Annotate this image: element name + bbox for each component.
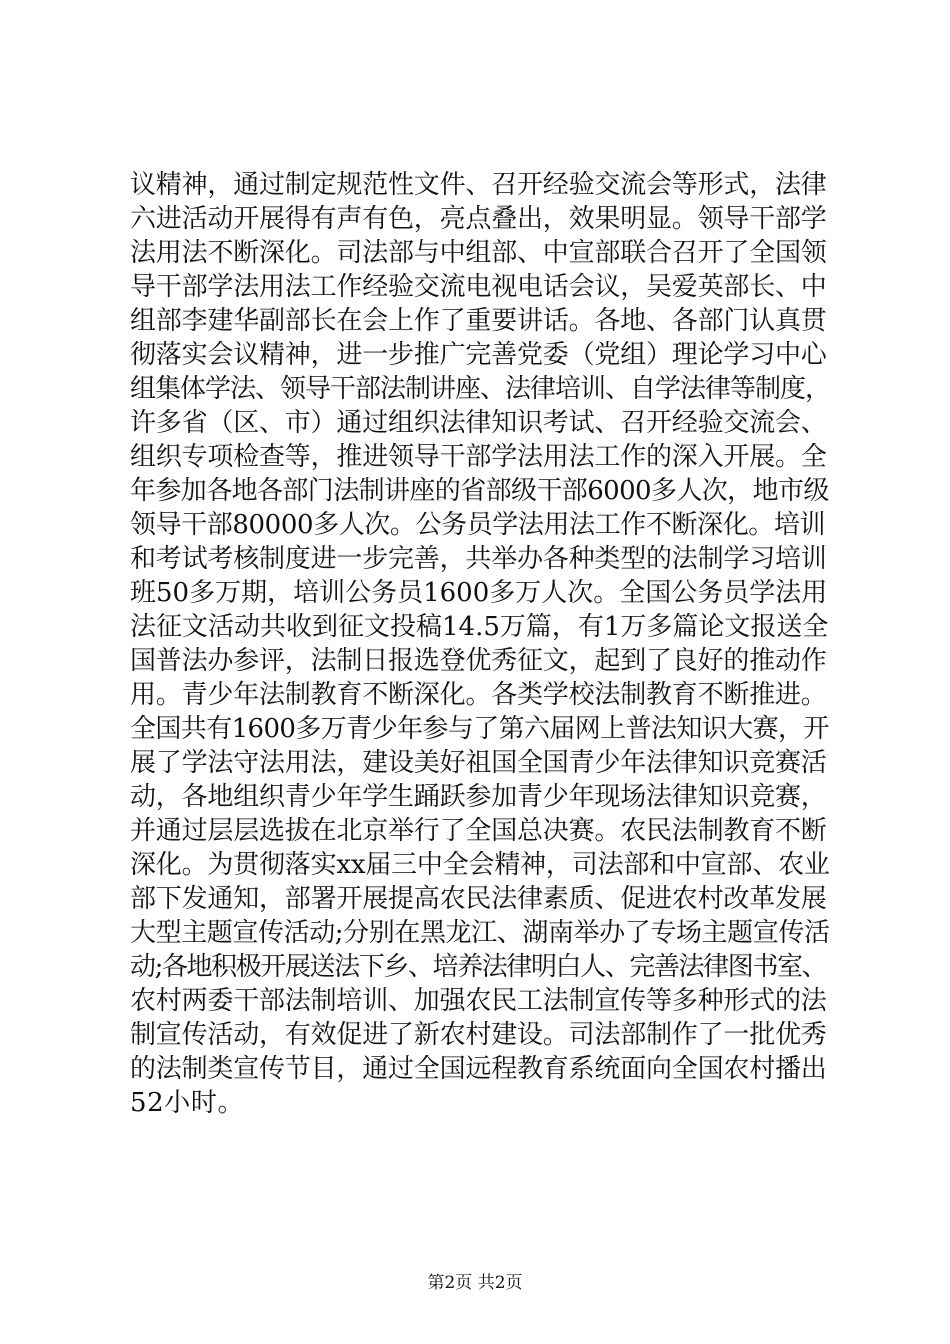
page-number-footer: 第2页 共2页 xyxy=(427,1273,523,1293)
text-line: 农村两委干部法制培训、加强农民工法制宣传等多种形式的法 xyxy=(130,986,827,1016)
body-paragraph xyxy=(130,168,830,1120)
text-line: 并通过层层选拔在北京举行了全国总决赛。农民法制教育不断 xyxy=(130,816,827,846)
text-line: 52小时。 xyxy=(130,1088,245,1118)
text-line: 年参加各地各部门法制讲座的省部级干部6000多人次，地市级 xyxy=(130,476,829,506)
text-line: 的法制类宣传节目，通过全国远程教育系统面向全国农村播出 xyxy=(130,1054,827,1084)
text-line: 法用法不断深化。司法部与中组部、中宣部联合召开了全国领 xyxy=(130,238,827,268)
text-line: 展了学法守法用法，建设美好祖国全国青少年法律知识竞赛活 xyxy=(130,748,827,778)
text-line: 全国共有1600多万青少年参与了第六届网上普法知识大赛，开 xyxy=(130,714,829,744)
text-line: 组部李建华副部长在会上作了重要讲话。各地、各部门认真贯 xyxy=(130,306,827,336)
text-line: 六进活动开展得有声有色，亮点叠出，效果明显。领导干部学 xyxy=(130,204,827,234)
text-line: 大型主题宣传活动;分别在黑龙江、湖南举办了专场主题宣传活 xyxy=(130,918,830,948)
text-line: 组织专项检查等，推进领导干部学法用法工作的深入开展。全 xyxy=(130,442,827,472)
text-line: 法征文活动共收到征文投稿14.5万篇，有1万多篇论文报送全 xyxy=(130,612,829,642)
text-line: 彻落实会议精神，进一步推广完善党委（党组）理论学习中心 xyxy=(130,340,827,370)
text-line: 动，各地组织青少年学生踊跃参加青少年现场法律知识竞赛， xyxy=(130,782,827,812)
text-line: 用。青少年法制教育不断深化。各类学校法制教育不断推进。 xyxy=(130,680,827,710)
text-line: 动;各地积极开展送法下乡、培养法律明白人、完善法律图书室、 xyxy=(130,952,827,982)
text-line: 组集体学法、领导干部法制讲座、法律培训、自学法律等制度， xyxy=(130,374,831,404)
text-line: 制宣传活动，有效促进了新农村建设。司法部制作了一批优秀 xyxy=(130,1020,827,1050)
text-line: 深化。为贯彻落实xx届三中全会精神，司法部和中宣部、农业 xyxy=(130,850,830,880)
text-line: 国普法办参评，法制日报选登优秀征文，起到了良好的推动作 xyxy=(130,646,827,676)
text-line: 班50多万期，培训公务员1600多万人次。全国公务员学法用 xyxy=(130,578,828,608)
text-line: 议精神，通过制定规范性文件、召开经验交流会等形式，法律 xyxy=(130,170,827,200)
text-line: 部下发通知，部署开展提高农民法律素质、促进农村改革发展 xyxy=(130,884,827,914)
text-line: 导干部学法用法工作经验交流电视电话会议，吴爱英部长、中 xyxy=(130,272,827,302)
text-line: 许多省（区、市）通过组织法律知识考试、召开经验交流会、 xyxy=(130,408,827,438)
text-line: 领导干部80000多人次。公务员学法用法工作不断深化。培训 xyxy=(130,510,826,540)
text-line: 和考试考核制度进一步完善，共举办各种类型的法制学习培训 xyxy=(130,544,827,574)
